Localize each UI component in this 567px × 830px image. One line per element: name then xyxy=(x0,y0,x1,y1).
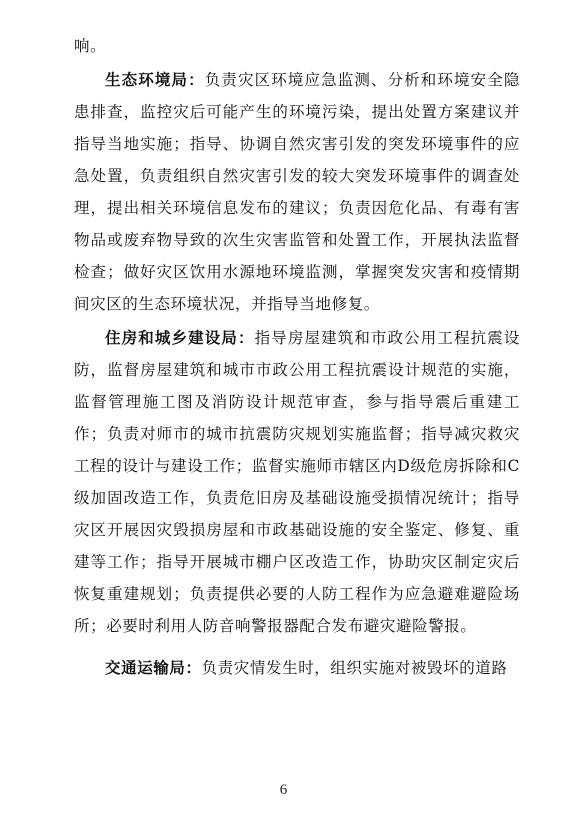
paragraph-housing-urban-rural-bureau xyxy=(74,322,520,642)
paragraph-lead: 交通运输局： xyxy=(105,659,202,677)
paragraph-continuation xyxy=(74,30,520,62)
document-body xyxy=(74,30,520,684)
paragraph-transport-bureau xyxy=(74,652,520,684)
page-number: 6 xyxy=(279,782,288,798)
paragraph-lead: 住房和城乡建设局： xyxy=(105,329,255,347)
paragraph-text: 响。 xyxy=(74,37,107,55)
paragraph-lead: 生态环境局： xyxy=(105,71,205,89)
paragraph-text: 负责灾情发生时，组织实施对被毁坏的道路 xyxy=(201,659,508,677)
paragraph-ecology-environment-bureau xyxy=(74,64,520,320)
paragraph-text: 负责灾区环境应急监测、分析和环境安全隐患排查，监控灾后可能产生的环境污染，提出处置方案建议并指导当地实施；指导、协调自然灾害引发的突发环境事件的应急处置，负责组织自然灾害引发的较大突发环境事件的调查处理，提出相关环境信息发布的建议；负责因危化品、有毒有害物品或废弃物导致的次生灾害监管和处置工作，开展执法监督检查；做好灾区饮用水源地环境监测，掌握突发灾害和疫情期间灾区的生态环境状况，并指导当地修复。 xyxy=(74,71,520,313)
paragraph-text: 指导房屋建筑和市政公用工程抗震设防，监督房屋建筑和城市市政公用工程抗震设计规范的实施，监督管理施工图及消防设计规范审查，参与指导震后重建工作；负责对师市的城市抗震防灾规划实施监督；指导减灾救灾工程的设计与建设工作；监督实施师市辖区内D级危房拆除和C级加固改造工作，负责危旧房及基础设施受损情况统计；指导灾区开展因灾毁损房屋和市政基础设施的安全鉴定、修复、重建等工作；指导开展城市棚户区改造工作，协助灾区制定灾后恢复重建规划；负责提供必要的人防工程作为应急避难避险场所；必要时利用人防音响警报器配合发布避灾避险警报。 xyxy=(74,329,520,635)
